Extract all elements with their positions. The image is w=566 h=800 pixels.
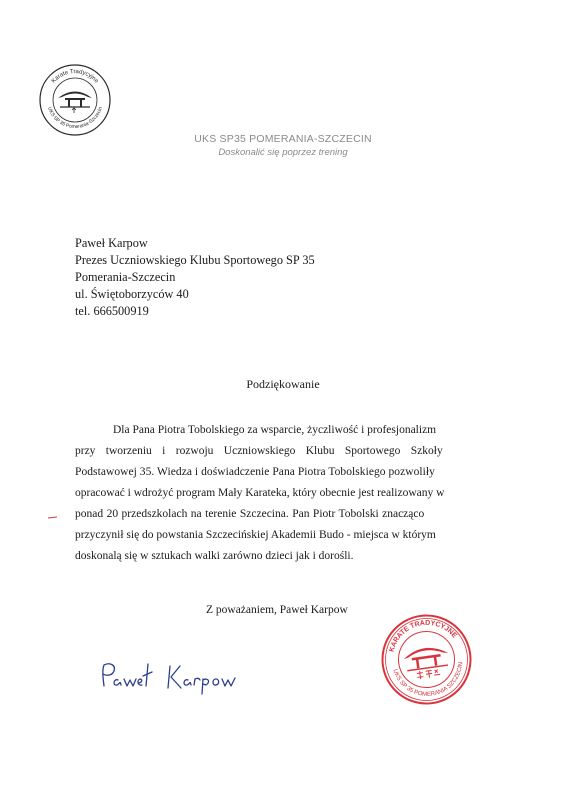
sender-name: Paweł Karpow [75,236,148,250]
sender-position: Prezes Uczniowskiego Klubu Sportowego SP 35 [75,253,315,267]
sender-club: Pomerania-Szczecin [75,270,176,284]
svg-text:KARATE TRADYCYJNE: KARATE TRADYCYJNE [388,619,458,653]
body-line: przyczynił się do powstania Szczecińskiej Akademii Budo - miejsca w którym [75,529,436,541]
handwritten-signature [96,656,246,704]
sender-street: ul. Świętoborzyców 40 [75,287,189,301]
svg-text:UKS SP 35 Pomerania-Szczecin: UKS SP 35 Pomerania-Szczecin [46,106,104,131]
body-line: Podstawowej 35. Wiedza i doświadczenie Pana Piotra Tobolskiego pozwoliły [75,466,435,478]
margin-mark [48,516,57,519]
document-title: Podziękowanie [246,377,320,391]
sender-block [75,235,315,320]
club-motto: Doskonalić się poprzez trening [218,147,348,158]
body-paragraph [75,420,511,567]
body-line: doskonalą się w sztukach walki zarówno dzieci jak i dorośli. [75,550,354,562]
svg-text:UKS SP 35 POMERANIA SZCZECIN: UKS SP 35 POMERANIA SZCZECIN [391,661,465,699]
svg-text:Karate Tradycyjne: Karate Tradycyjne [50,68,100,85]
body-line: Dla Pana Piotra Tobolskiego za wsparcie, życzliwość i profesjonalizm [113,424,437,436]
closing-line: Z poważaniem, Paweł Karpow [206,604,348,616]
club-name: UKS SP35 POMERANIA-SZCZECIN [194,133,372,145]
body-line: przy tworzeniu i rozwoju Uczniowskiego Klubu Sportowego Szkoły [75,445,443,457]
club-red-stamp [379,612,474,707]
club-logo-stamp [38,63,112,137]
body-line: ponad 20 przedszkolach na terenie Szczecina. Pan Piotr Tobolski znacząco [75,508,425,520]
body-line: opracować i wdrożyć program Mały Karateka, który obecnie jest realizowany w [75,487,445,499]
sender-phone: tel. 666500919 [75,304,149,318]
